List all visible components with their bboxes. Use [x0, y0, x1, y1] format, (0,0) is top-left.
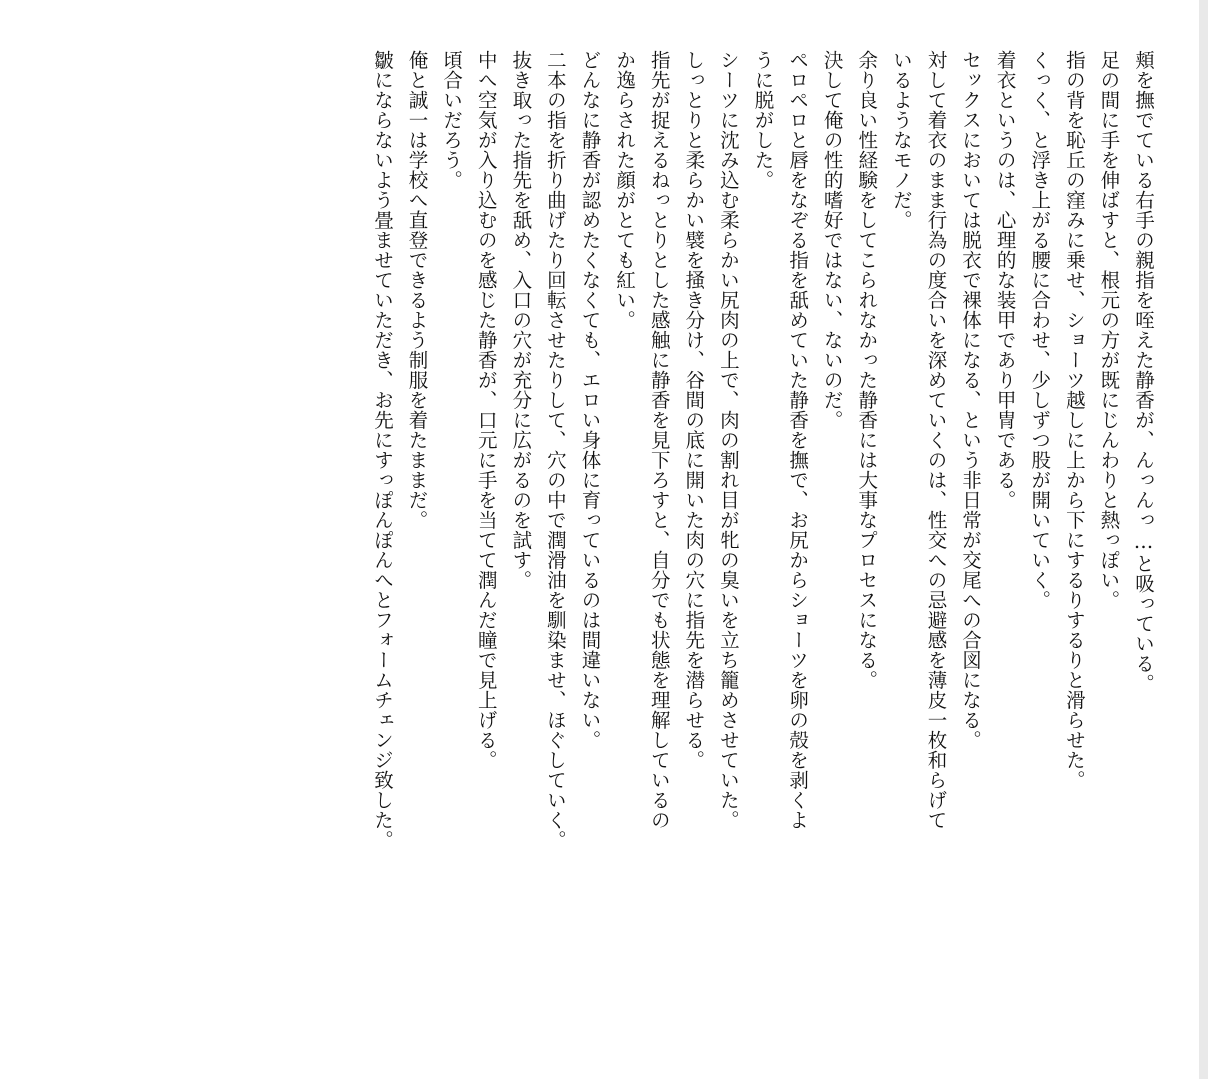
text-line: どんなに静香が認めたくなくても、エロい身体に育っているのは間違いない。: [578, 50, 602, 750]
text-line: 俺と誠一は学校へ直登できるよう制服を着たままだ。: [405, 50, 429, 530]
text-line: ペロペロと唇をなぞる指を舐めていた静香を撫で、お尻からショーツを卵の殻を剥くよ: [786, 50, 810, 830]
text-line: 抜き取った指先を舐め、入口の穴が充分に広がるのを試す。: [509, 50, 533, 590]
text-line: くっく、と浮き上がる腰に合わせ、少しずつ股が開いていく。: [1028, 50, 1052, 610]
text-line: 対して着衣のまま行為の度合いを深めていくのは、性交への忌避感を薄皮一枚和らげて: [924, 50, 948, 830]
text-line: セックスにおいては脱衣で裸体になる、という非日常が交尾への合図になる。: [959, 50, 983, 750]
text-line: 決して俺の性的嗜好ではない、ないのだ。: [820, 50, 844, 430]
scroll-edge: [1199, 0, 1208, 1079]
text-line: 足の間に手を伸ばすと、根元の方が既にじんわりと熱っぽい。: [1097, 50, 1121, 610]
text-line: 指先が捉えるねっとりとした感触に静香を見下ろすと、自分でも状態を理解しているの: [647, 50, 671, 830]
text-line: 頃合いだろう。: [440, 50, 464, 190]
text-line: 中へ空気が入り込むのを感じた静香が、口元に手を当てて潤んだ瞳で見上げる。: [474, 50, 498, 770]
text-line: いるようなモノだ。: [889, 50, 913, 230]
text-line: か逸らされた顔がとても紅い。: [613, 50, 637, 330]
text-line: シーツに沈み込む柔らかい尻肉の上で、肉の割れ目が牝の臭いを立ち籠めさせていた。: [716, 50, 740, 830]
text-line: 指の背を恥丘の窪みに乗せ、ショーツ越しに上から下にするりするりと滑らせた。: [1062, 50, 1086, 790]
text-line: 頬を撫でている右手の親指を咥えた静香が、んっんっ…と吸っている。: [1132, 50, 1155, 694]
text-line: 二本の指を折り曲げたり回転させたりして、穴の中で潤滑油を馴染ませ、ほぐしていく。: [543, 50, 567, 850]
text-line: 着衣というのは、心理的な装甲であり甲冑である。: [993, 50, 1017, 510]
text-line: 余り良い性経験をしてこられなかった静香には大事なプロセスになる。: [855, 50, 879, 690]
text-line: 皺にならないよう畳ませていただき、お先にすっぽんぽんへとフォームチェンジ致した。: [370, 50, 394, 850]
text-line: うに脱がした。: [751, 50, 775, 190]
text-line: しっとりと柔らかい襞を掻き分け、谷間の底に開いた肉の穴に指先を潜らせる。: [682, 50, 706, 770]
vertical-text-body: [364, 50, 1160, 1050]
